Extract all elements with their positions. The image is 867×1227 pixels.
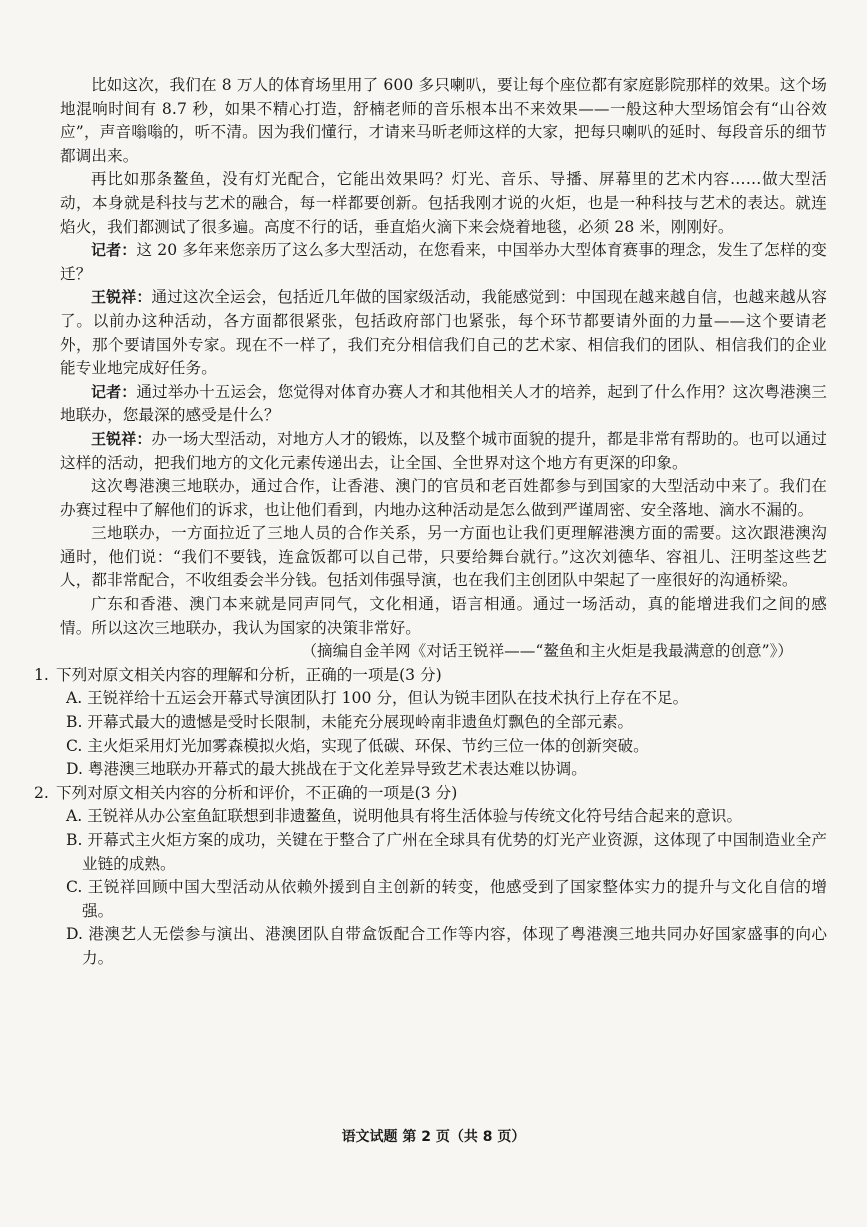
- option-d: D. 港澳艺人无偿参与演出、港澳团队自带盒饭配合工作等内容，体现了粤港澳三地共同办好国家盛事的向心力。: [66, 925, 827, 967]
- paragraph-text: 这次粤港澳三地联办，通过合作，让香港、澳门的官员和老百姓都参与到国家的大型活动中来了。我们在办赛过程中了解他们的诉求，也让他们看到，内地办这种活动是怎么做到严谨周密、安全落地、滴水不漏的。: [60, 477, 827, 519]
- article-body: [60, 74, 827, 664]
- option-a: A. 王锐祥从办公室鱼缸联想到非遗鳌鱼，说明他具有将生活体验与传统文化符号结合起来的意识。: [66, 807, 743, 826]
- paragraph-text: 比如这次，我们在 8 万人的体育场里用了 600 多只喇叭，要让每个座位都有家庭影院那样的效果。这个场地混响时间有 8.7 秒，如果不精心打造，舒楠老师的音乐根本出不来效果——一般这种大型场馆会有“山谷效应”，声音嗡嗡的，听不清。因为我们懂行，才请来马昕老师这样的大家，把每只喇叭的延时、每段音乐的细节都调出来。: [60, 76, 827, 165]
- option-c: C. 主火炬采用灯光加雾森模拟火焰，实现了低碳、环保、节约三位一体的创新突破。: [66, 736, 649, 755]
- question-1: [34, 664, 827, 782]
- article-paragraph: [60, 74, 827, 168]
- speaker-label: 记者：: [91, 382, 137, 401]
- article-paragraph: [60, 381, 827, 428]
- option-a: A. 王锐祥给十五运会开幕式导演团队打 100 分，但认为锐丰团队在技术执行上存在不足。: [66, 689, 689, 708]
- article-paragraph: [60, 475, 827, 522]
- article-source: （摘编自金羊网《对话王锐祥——“鳌鱼和主火炬是我最满意的创意”》）: [301, 642, 793, 661]
- article-paragraph: [60, 168, 827, 239]
- article-paragraph: [60, 239, 827, 286]
- question-stem: [34, 664, 827, 688]
- paragraph-text: 通过这次全运会，包括近几年做的国家级活动，我能感觉到：中国现在越来越自信，也越来越从容了。以前办这种活动，各方面都很紧张，包括政府部门也紧张，每个环节都要请外面的力量——这个要请老外，那个要请国外专家。现在不一样了，我们充分相信我们自己的艺术家、相信我们的团队、相信我们的企业能专业地完成好任务。: [60, 288, 827, 378]
- question-number: 2.: [34, 783, 49, 802]
- paragraph-text: 广东和香港、澳门本来就是同声同气，文化相通，语言相通。通过一场活动，真的能增进我们之间的感情。所以这次三地联办，我认为国家的决策非常好。: [60, 595, 827, 637]
- article-paragraph: [60, 522, 827, 593]
- paragraph-text: 再比如那条鳌鱼，没有灯光配合，它能出效果吗？灯光、音乐、导播、屏幕里的艺术内容……做大型活动，本身就是科技与艺术的融合，每一样都要创新。包括我刚才说的火炬，也是一种科技与艺术的表达。就连焰火，我们都测试了很多遍。高度不行的话，垂直焰火滴下来会烧着地毯，必须 28 米，刚刚好。: [60, 170, 827, 236]
- question-stem: [34, 782, 827, 806]
- speaker-label: 王锐祥：: [91, 429, 152, 448]
- question-2: [34, 782, 827, 971]
- paragraph-text: 办一场大型活动，对地方人才的锻炼，以及整个城市面貌的提升，都是非常有帮助的。也可以通过这样的活动，把我们地方的文化元素传递出去，让全国、全世界对这个地方有更深的印象。: [60, 429, 827, 472]
- paragraph-text: 三地联办，一方面拉近了三地人员的合作关系，另一方面也让我们更理解港澳方面的需要。这次跟港澳沟通时，他们说：“我们不要钱，连盒饭都可以自己带，只要给舞台就行。”这次刘德华、容祖儿、汪明荃这些艺人，都非常配合，不收组委会半分钱。包括刘伟强导演，也在我们主创团队中架起了一座很好的沟通桥梁。: [60, 524, 827, 590]
- article-paragraph: [60, 286, 827, 380]
- question-number: 1.: [34, 665, 49, 684]
- paragraph-text: 这 20 多年来您亲历了这么多大型活动，在您看来，中国举办大型体育赛事的理念，发生了怎样的变迁？: [60, 241, 827, 283]
- question-text: 下列对原文相关内容的分析和评价，不正确的一项是(3 分): [56, 783, 458, 802]
- article-paragraph: [60, 593, 827, 640]
- paragraph-text: 通过举办十五运会，您觉得对体育办赛人才和其他相关人才的培养，起到了什么作用？这次粤港澳三地联办，您最深的感受是什么？: [60, 382, 827, 425]
- option-b: B. 开幕式主火炬方案的成功，关键在于整合了广州在全球具有优势的灯光产业资源，这体现了中国制造业全产业链的成熟。: [66, 831, 827, 873]
- option-b: B. 开幕式最大的遗憾是受时长限制，未能充分展现岭南非遗鱼灯飘色的全部元素。: [66, 713, 634, 732]
- option-d: D. 粤港澳三地联办开幕式的最大挑战在于文化差异导致艺术表达难以协调。: [66, 760, 587, 779]
- option-c: C. 王锐祥回顾中国大型活动从依赖外援到自主创新的转变，他感受到了国家整体实力的提升与文化自信的增强。: [66, 878, 827, 920]
- article-paragraph: [60, 428, 827, 475]
- question-text: 下列对原文相关内容的理解和分析，正确的一项是(3 分): [56, 665, 442, 684]
- speaker-label: 记者：: [91, 241, 137, 260]
- page-footer: 语文试题 第 2 页（共 8 页）: [341, 1129, 526, 1145]
- speaker-label: 王锐祥：: [91, 288, 152, 307]
